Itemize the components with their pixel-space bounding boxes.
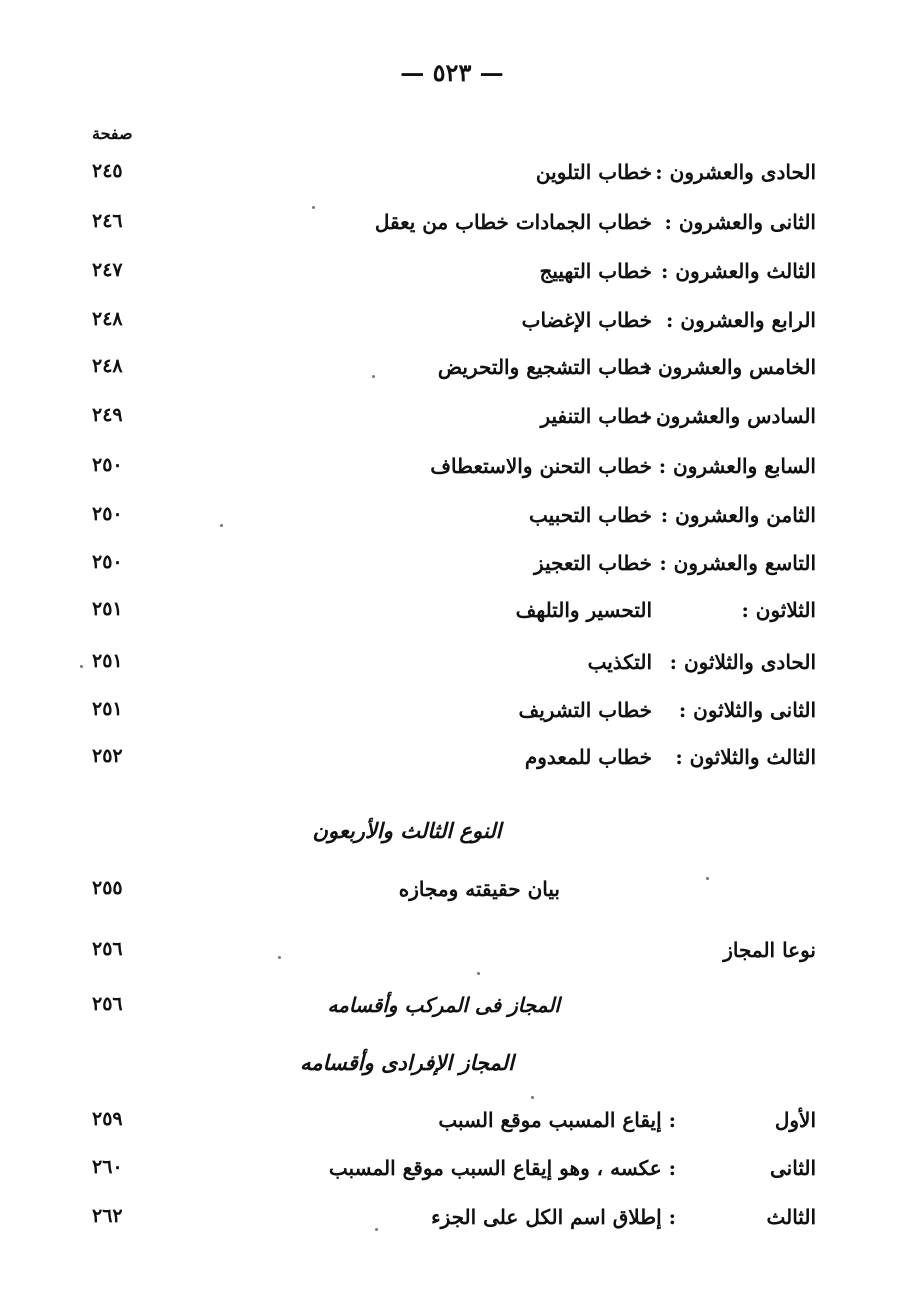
toc-entry	[0, 745, 904, 781]
toc-title: خطاب الجمادات خطاب من يعقل	[374, 210, 652, 234]
toc-page: ٢٥٥	[92, 877, 123, 899]
toc-page: ٢٤٨	[92, 308, 123, 330]
toc-page: ٢٤٩	[92, 404, 123, 426]
toc-entry	[0, 210, 904, 246]
toc-title: خطاب التحنن والاستعطاف	[430, 454, 652, 478]
toc-entry	[0, 308, 904, 344]
toc-ordinal: الثلاثون :	[741, 598, 816, 622]
toc-title: خطاب التعجيز	[534, 551, 652, 575]
toc-title: خطاب التنفير	[540, 404, 652, 428]
scan-speck	[80, 665, 83, 668]
toc-ordinal: الثانى والثلاثون :	[678, 698, 816, 722]
page-column-label: صفحة	[92, 124, 133, 143]
toc-entry	[0, 160, 904, 196]
scan-speck	[706, 877, 709, 880]
toc-entry	[0, 259, 904, 295]
toc-title: : إيقاع المسبب موقع السبب	[438, 1108, 676, 1132]
toc-page: ٢٥٦	[92, 993, 123, 1015]
toc-entry	[0, 877, 904, 913]
toc-entry	[0, 938, 904, 974]
toc-page: ٢٥١	[92, 598, 123, 620]
subsection-heading: المجاز الإفرادى وأقسامه	[300, 1050, 514, 1075]
scan-speck	[278, 956, 281, 959]
toc-ordinal: الأول	[774, 1108, 816, 1132]
toc-entry	[0, 993, 904, 1029]
toc-page: ٢٤٦	[92, 210, 123, 232]
toc-page: ٢٤٥	[92, 160, 123, 182]
toc-entry	[0, 404, 904, 440]
toc-title: خطاب التحبيب	[529, 503, 652, 527]
toc-title: خطاب التلوين	[535, 160, 652, 184]
scan-speck	[372, 375, 375, 378]
toc-ordinal: الثامن والعشرون :	[660, 503, 816, 527]
toc-page: ٢٥٩	[92, 1108, 123, 1130]
toc-ordinal: الحادى والثلاثون :	[669, 650, 816, 674]
toc-entry	[0, 1108, 904, 1144]
toc-entry	[0, 598, 904, 634]
toc-ordinal: السادس والعشرون :	[641, 404, 816, 428]
toc-page: ٢٦٢	[92, 1205, 123, 1227]
toc-ordinal: الثالث والعشرون :	[661, 259, 816, 283]
toc-entry	[0, 454, 904, 490]
toc-title: التحسير والتلهف	[515, 598, 652, 622]
toc-title: خطاب الإغضاب	[521, 308, 652, 332]
toc-page: ٢٥٠	[92, 454, 123, 476]
subsection-heading: المجاز فى المركب وأقسامه	[327, 993, 560, 1017]
toc-page: ٢٥١	[92, 650, 123, 672]
toc-ordinal: الثانى	[769, 1156, 816, 1180]
toc-title: خطاب التشجيع والتحريض	[437, 355, 652, 379]
toc-title: خطاب للمعدوم	[524, 745, 652, 769]
toc-ordinal: الثانى والعشرون :	[664, 210, 816, 234]
toc-title: خطاب التشريف	[518, 698, 652, 722]
toc-ordinal: الحادى والعشرون :	[655, 160, 816, 184]
toc-page: ٢٤٨	[92, 355, 123, 377]
toc-ordinal: السابع والعشرون :	[658, 454, 816, 478]
toc-entry	[0, 650, 904, 686]
toc-title: : إطلاق اسم الكل على الجزء	[431, 1205, 676, 1229]
toc-title: التكذيب	[587, 650, 652, 674]
toc-entry	[0, 503, 904, 539]
toc-ordinal: الخامس والعشرون :	[643, 355, 816, 379]
toc-ordinal: الرابع والعشرون :	[666, 308, 816, 332]
scan-speck	[477, 972, 480, 975]
toc-ordinal: التاسع والعشرون :	[659, 551, 816, 575]
toc-entry	[0, 1156, 904, 1192]
toc-title: : عكسه ، وهو إيقاع السبب موقع المسبب	[328, 1156, 676, 1180]
toc-title: نوعا المجاز	[723, 938, 816, 962]
toc-entry	[0, 551, 904, 587]
toc-page: ٢٥٦	[92, 938, 123, 960]
section-heading: النوع الثالث والأربعون	[312, 818, 502, 843]
toc-page: ٢٥٠	[92, 551, 123, 573]
toc-title: خطاب التهييج	[539, 259, 652, 283]
toc-page: ٢٥١	[92, 698, 123, 720]
toc-ordinal: الثالث والثلاثون :	[675, 745, 816, 769]
scan-speck	[312, 206, 315, 209]
page-number: — ٥٢٣ —	[400, 58, 504, 87]
toc-page: ٢٥٠	[92, 503, 123, 525]
scan-speck	[531, 1096, 534, 1099]
toc-entry	[0, 1205, 904, 1241]
toc-page: ٢٤٧	[92, 259, 123, 281]
toc-entry	[0, 698, 904, 734]
scan-speck	[375, 1228, 378, 1231]
toc-page: ٢٥٢	[92, 745, 123, 767]
section-subtitle: بيان حقيقته ومجازه	[398, 877, 560, 901]
toc-page: ٢٦٠	[92, 1156, 123, 1178]
toc-ordinal: الثالث	[766, 1205, 816, 1229]
toc-entry	[0, 355, 904, 391]
scan-speck	[220, 524, 223, 527]
